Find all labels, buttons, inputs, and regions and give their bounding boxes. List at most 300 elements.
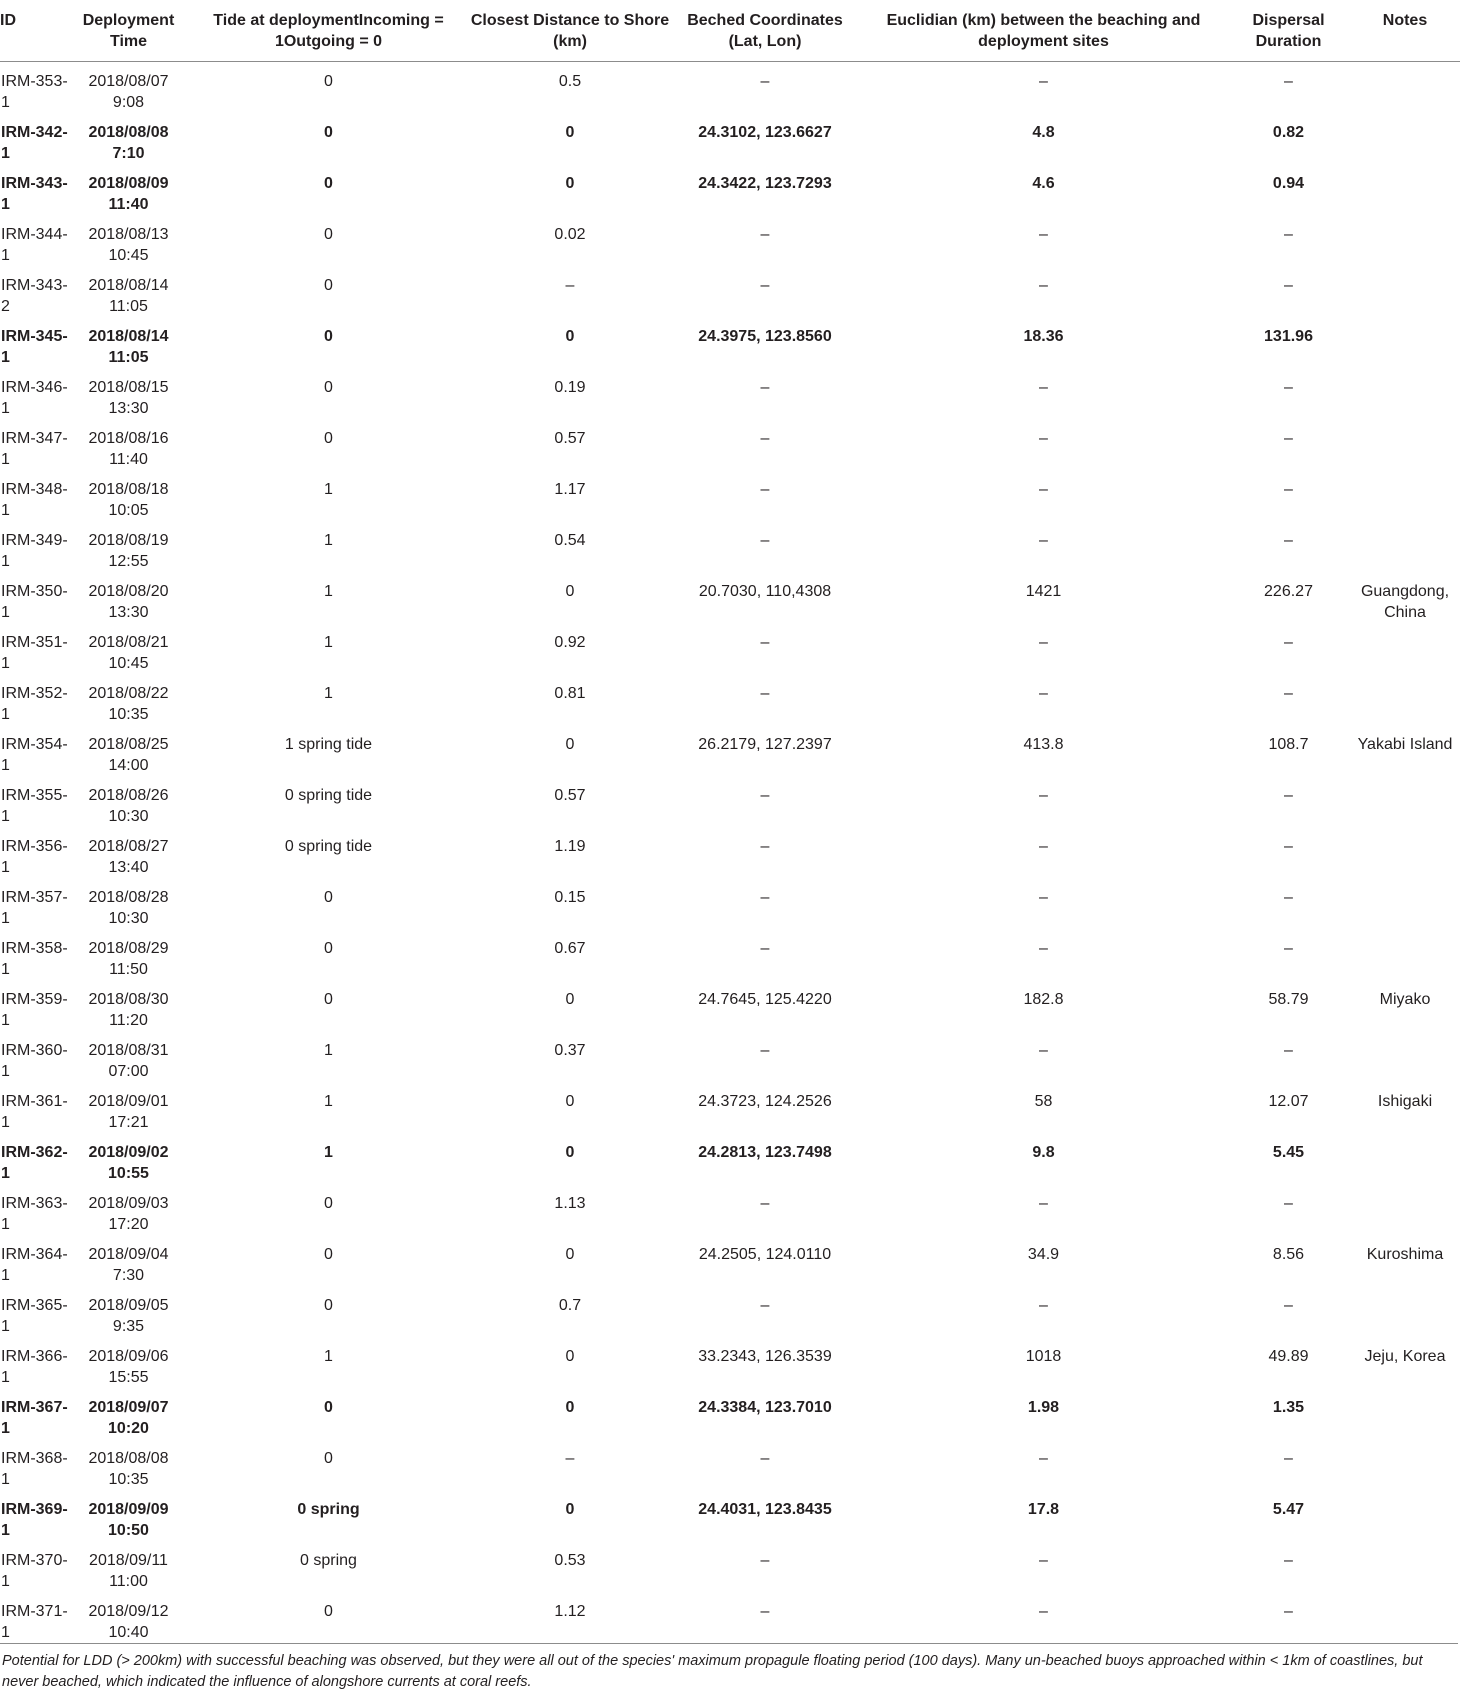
cell-beached-coordinates: –	[760, 1042, 770, 1059]
cell-beached-coordinates: –	[760, 481, 770, 498]
cell-id: IRM-347-1	[1, 430, 68, 468]
cell-euclidian-distance: 4.8	[1032, 124, 1055, 141]
cell-dispersal-duration: –	[1284, 1195, 1293, 1212]
cell-beached-coordinates: 24.3384, 123.7010	[698, 1399, 832, 1416]
cell-tide: 0	[324, 73, 333, 90]
cell-euclidian-distance: –	[1039, 379, 1048, 396]
cell-deployment-time	[70, 164, 187, 215]
cell-notes	[1350, 215, 1460, 266]
deployment-clock-time: 10:20	[108, 1420, 149, 1437]
deployment-date: 2018/08/14	[88, 328, 169, 345]
header-deployment-time: Deployment Time	[70, 0, 187, 62]
table-row	[0, 470, 1460, 521]
cell-id: IRM-343-2	[1, 277, 68, 315]
deployment-date: 2018/09/07	[88, 1399, 169, 1416]
deployment-clock-time: 17:21	[108, 1114, 149, 1131]
cell-euclidian-distance: 1.98	[1027, 1399, 1060, 1416]
deployment-clock-time: 10:35	[108, 706, 149, 723]
cell-closest-distance: 0	[565, 328, 575, 345]
header-closest-distance: Closest Distance to Shore (km)	[470, 0, 670, 62]
cell-dispersal-duration: –	[1284, 1297, 1293, 1314]
cell-id: IRM-353-1	[1, 73, 68, 111]
cell-euclidian-distance: 413.8	[1023, 736, 1064, 753]
cell-deployment-time	[70, 572, 187, 623]
cell-dispersal-duration: 1.35	[1272, 1399, 1305, 1416]
cell-beached-coordinates: 24.3723, 124.2526	[698, 1093, 832, 1110]
deployment-date: 2018/08/28	[88, 889, 169, 906]
cell-dispersal-duration: 5.45	[1272, 1144, 1305, 1161]
cell-tide: 0	[324, 1603, 333, 1620]
cell-tide: 0	[324, 430, 333, 447]
cell-euclidian-distance: –	[1039, 277, 1048, 294]
cell-dispersal-duration: 8.56	[1272, 1246, 1305, 1263]
cell-deployment-time	[70, 317, 187, 368]
cell-dispersal-duration: –	[1284, 1042, 1293, 1059]
cell-tide: 1	[324, 481, 333, 498]
deployment-date: 2018/08/13	[88, 226, 169, 243]
deployment-clock-time: 11:05	[108, 349, 149, 366]
table-header	[0, 0, 1460, 62]
deployment-date: 2018/08/30	[88, 991, 169, 1008]
cell-closest-distance: 1.13	[554, 1195, 586, 1212]
cell-dispersal-duration: –	[1284, 1552, 1293, 1569]
cell-beached-coordinates: 33.2343, 126.3539	[698, 1348, 832, 1365]
cell-deployment-time	[70, 674, 187, 725]
cell-beached-coordinates: –	[760, 634, 770, 651]
deployment-date: 2018/08/16	[88, 430, 169, 447]
table-row	[0, 266, 1460, 317]
cell-tide: 0	[324, 175, 333, 192]
header-notes: Notes	[1350, 0, 1460, 62]
deployment-date: 2018/08/15	[88, 379, 169, 396]
cell-notes	[1350, 317, 1460, 368]
cell-tide: 0	[324, 328, 333, 345]
cell-tide: 1	[324, 634, 333, 651]
cell-closest-distance: 0.15	[554, 889, 586, 906]
cell-closest-distance: 0	[565, 1399, 575, 1416]
table-row	[0, 674, 1460, 725]
cell-tide: 0 spring tide	[284, 787, 373, 804]
cell-id: IRM-359-1	[1, 991, 68, 1029]
cell-dispersal-duration: 0.94	[1272, 175, 1305, 192]
cell-notes: Guangdong, China	[1360, 583, 1450, 621]
cell-closest-distance: 0	[565, 1093, 575, 1110]
table-row	[0, 1592, 1460, 1643]
cell-id: IRM-346-1	[1, 379, 68, 417]
deployment-date: 2018/08/25	[88, 736, 169, 753]
cell-euclidian-distance: –	[1039, 73, 1048, 90]
deployment-clock-time: 9:35	[112, 1318, 145, 1335]
cell-euclidian-distance: –	[1039, 1042, 1048, 1059]
cell-tide: 0	[324, 379, 333, 396]
cell-dispersal-duration: –	[1284, 889, 1293, 906]
deployment-date: 2018/09/02	[88, 1144, 169, 1161]
cell-deployment-time	[70, 215, 187, 266]
cell-deployment-time	[70, 1388, 187, 1439]
cell-id: IRM-356-1	[1, 838, 68, 876]
cell-notes: Ishigaki	[1377, 1093, 1433, 1110]
table-row	[0, 725, 1460, 776]
cell-closest-distance: –	[565, 277, 575, 294]
cell-deployment-time	[70, 113, 187, 164]
cell-euclidian-distance: –	[1039, 430, 1048, 447]
cell-notes	[1350, 827, 1460, 878]
cell-beached-coordinates: 24.2813, 123.7498	[698, 1144, 832, 1161]
cell-id: IRM-351-1	[1, 634, 68, 672]
cell-notes	[1350, 368, 1460, 419]
table-row	[0, 113, 1460, 164]
cell-beached-coordinates: –	[760, 838, 770, 855]
cell-euclidian-distance: 1018	[1025, 1348, 1062, 1365]
cell-euclidian-distance: 182.8	[1023, 991, 1064, 1008]
cell-tide: 1	[324, 583, 333, 600]
cell-closest-distance: 0	[565, 1501, 575, 1518]
deployment-date: 2018/08/21	[88, 634, 169, 651]
deployment-date: 2018/08/08	[88, 1450, 169, 1467]
cell-euclidian-distance: –	[1039, 1603, 1048, 1620]
cell-closest-distance: 0	[565, 1348, 575, 1365]
deployment-clock-time: 10:40	[108, 1624, 149, 1641]
cell-tide: 1	[324, 1093, 333, 1110]
cell-deployment-time	[70, 929, 187, 980]
table-row	[0, 878, 1460, 929]
table-footnote: Potential for LDD (> 200km) with successful beaching was observed, but they were all out of the species' maximum propagule floating period (100 days). Many un-beached buoys approached within < 1km of coastlines, but never beached, which indicated the influence of alongshore currents at coral reefs.	[0, 1643, 1458, 1692]
cell-notes: Yakabi Island	[1357, 736, 1453, 753]
cell-beached-coordinates: –	[760, 73, 770, 90]
cell-beached-coordinates: –	[760, 379, 770, 396]
header-row	[0, 0, 1460, 62]
cell-euclidian-distance: –	[1039, 1297, 1048, 1314]
cell-euclidian-distance: 4.6	[1032, 175, 1055, 192]
header-dispersal-duration: Dispersal Duration	[1227, 0, 1350, 62]
cell-beached-coordinates: –	[760, 889, 770, 906]
cell-notes	[1350, 1541, 1460, 1592]
cell-euclidian-distance: –	[1039, 685, 1048, 702]
cell-notes	[1350, 878, 1460, 929]
cell-notes: Kuroshima	[1366, 1246, 1444, 1263]
cell-closest-distance: 0	[565, 991, 575, 1008]
cell-deployment-time	[70, 1235, 187, 1286]
deployment-clock-time: 10:35	[108, 1471, 149, 1488]
cell-euclidian-distance: –	[1039, 532, 1048, 549]
cell-tide: 1	[324, 1144, 333, 1161]
deployment-clock-time: 11:40	[109, 451, 148, 468]
table-row	[0, 929, 1460, 980]
deployment-clock-time: 11:05	[109, 298, 148, 315]
cell-tide: 0 spring	[297, 1501, 360, 1518]
cell-beached-coordinates: –	[760, 787, 770, 804]
cell-dispersal-duration: –	[1284, 277, 1293, 294]
cell-tide: 1	[324, 1042, 333, 1059]
cell-deployment-time	[70, 623, 187, 674]
table-body	[0, 62, 1460, 1644]
table-row	[0, 776, 1460, 827]
cell-beached-coordinates: –	[760, 940, 770, 957]
deployment-clock-time: 10:30	[108, 910, 149, 927]
cell-dispersal-duration: –	[1284, 73, 1293, 90]
cell-beached-coordinates: –	[760, 1603, 770, 1620]
cell-notes	[1350, 1592, 1460, 1643]
cell-tide: 0	[324, 1450, 333, 1467]
cell-euclidian-distance: 9.8	[1032, 1144, 1055, 1161]
deployment-date: 2018/08/09	[88, 175, 169, 192]
cell-tide: 0 spring	[300, 1552, 357, 1569]
deployment-clock-time: 13:30	[108, 400, 149, 417]
table-row	[0, 1439, 1460, 1490]
cell-closest-distance: 0	[565, 124, 575, 141]
cell-id: IRM-362-1	[1, 1144, 68, 1182]
table-row	[0, 215, 1460, 266]
table-row	[0, 419, 1460, 470]
deployment-clock-time: 17:20	[108, 1216, 149, 1233]
cell-deployment-time	[70, 1184, 187, 1235]
cell-id: IRM-358-1	[1, 940, 68, 978]
cell-notes	[1350, 1133, 1460, 1184]
cell-id: IRM-354-1	[1, 736, 68, 774]
table-row	[0, 1388, 1460, 1439]
cell-tide: 0	[324, 1297, 333, 1314]
header-euclidian-distance: Euclidian (km) between the beaching and deployment sites	[860, 0, 1227, 62]
cell-dispersal-duration: 131.96	[1264, 328, 1313, 345]
cell-tide: 1	[324, 685, 333, 702]
cell-euclidian-distance: –	[1039, 889, 1048, 906]
cell-id: IRM-365-1	[1, 1297, 68, 1335]
deployment-date: 2018/08/20	[88, 583, 169, 600]
deployment-date: 2018/08/29	[88, 940, 169, 957]
cell-euclidian-distance: –	[1039, 1195, 1048, 1212]
deployment-date: 2018/08/22	[88, 685, 169, 702]
cell-notes	[1350, 1184, 1460, 1235]
cell-closest-distance: 0	[565, 583, 575, 600]
deployment-clock-time: 7:10	[112, 145, 145, 162]
deployment-clock-time: 11:50	[109, 961, 148, 978]
cell-id: IRM-350-1	[1, 583, 68, 621]
cell-id: IRM-352-1	[1, 685, 68, 723]
cell-id: IRM-366-1	[1, 1348, 68, 1386]
cell-deployment-time	[70, 878, 187, 929]
deployment-date: 2018/08/26	[88, 787, 169, 804]
deployment-clock-time: 14:00	[108, 757, 149, 774]
deployment-clock-time: 12:55	[108, 553, 149, 570]
cell-tide: 0	[324, 1246, 333, 1263]
cell-beached-coordinates: 24.2505, 124.0110	[698, 1246, 832, 1263]
cell-deployment-time	[70, 1031, 187, 1082]
cell-beached-coordinates: –	[760, 1552, 770, 1569]
cell-euclidian-distance: –	[1039, 787, 1048, 804]
cell-dispersal-duration: 58.79	[1268, 991, 1309, 1008]
cell-euclidian-distance: –	[1039, 1552, 1048, 1569]
cell-dispersal-duration: 12.07	[1268, 1093, 1309, 1110]
deployment-clock-time: 15:55	[108, 1369, 149, 1386]
cell-notes	[1350, 1439, 1460, 1490]
deployment-date: 2018/09/01	[88, 1093, 169, 1110]
cell-notes	[1350, 1031, 1460, 1082]
cell-dispersal-duration: –	[1284, 940, 1293, 957]
cell-id: IRM-368-1	[1, 1450, 68, 1488]
cell-euclidian-distance: –	[1039, 838, 1048, 855]
deployment-date: 2018/09/09	[88, 1501, 169, 1518]
deployment-date: 2018/08/19	[88, 532, 169, 549]
cell-closest-distance: 0.92	[554, 634, 586, 651]
table-row	[0, 1133, 1460, 1184]
deployment-date: 2018/08/14	[88, 277, 169, 294]
cell-euclidian-distance: –	[1039, 940, 1048, 957]
cell-euclidian-distance: –	[1039, 481, 1048, 498]
cell-tide: 1	[324, 532, 333, 549]
cell-dispersal-duration: –	[1284, 685, 1293, 702]
cell-id: IRM-343-1	[1, 175, 68, 213]
cell-euclidian-distance: –	[1039, 226, 1048, 243]
deployment-clock-time: 10:05	[108, 502, 149, 519]
deployment-date: 2018/08/07	[88, 73, 169, 90]
deployment-clock-time: 13:30	[108, 604, 149, 621]
table-row	[0, 1286, 1460, 1337]
cell-id: IRM-349-1	[1, 532, 68, 570]
cell-euclidian-distance: 58	[1034, 1093, 1053, 1110]
table-row	[0, 1337, 1460, 1388]
cell-tide: 1	[324, 1348, 333, 1365]
cell-id: IRM-357-1	[1, 889, 68, 927]
cell-notes	[1350, 164, 1460, 215]
table-row	[0, 521, 1460, 572]
cell-tide: 0	[324, 1399, 333, 1416]
cell-id: IRM-360-1	[1, 1042, 68, 1080]
cell-id: IRM-367-1	[1, 1399, 68, 1437]
cell-dispersal-duration: 226.27	[1264, 583, 1313, 600]
cell-notes	[1350, 1388, 1460, 1439]
cell-tide: 0	[324, 1195, 333, 1212]
cell-deployment-time	[70, 725, 187, 776]
cell-dispersal-duration: –	[1284, 430, 1293, 447]
cell-deployment-time	[70, 1490, 187, 1541]
deployment-date: 2018/09/06	[88, 1348, 169, 1365]
cell-deployment-time	[70, 1082, 187, 1133]
cell-notes	[1350, 470, 1460, 521]
cell-dispersal-duration: 108.7	[1268, 736, 1309, 753]
cell-tide: 0	[324, 991, 333, 1008]
table-row	[0, 623, 1460, 674]
cell-closest-distance: 0.54	[554, 532, 586, 549]
cell-beached-coordinates: 24.7645, 125.4220	[698, 991, 832, 1008]
cell-deployment-time	[70, 1439, 187, 1490]
cell-dispersal-duration: –	[1284, 481, 1293, 498]
cell-deployment-time	[70, 368, 187, 419]
cell-notes	[1350, 1286, 1460, 1337]
cell-dispersal-duration: –	[1284, 532, 1293, 549]
cell-euclidian-distance: –	[1039, 1450, 1048, 1467]
cell-deployment-time	[70, 62, 187, 114]
cell-id: IRM-369-1	[1, 1501, 68, 1539]
cell-closest-distance: 0	[565, 1246, 575, 1263]
cell-notes	[1350, 929, 1460, 980]
cell-notes	[1350, 623, 1460, 674]
cell-closest-distance: 0.57	[554, 430, 586, 447]
cell-notes: Jeju, Korea	[1364, 1348, 1446, 1365]
cell-beached-coordinates: –	[760, 1195, 770, 1212]
cell-deployment-time	[70, 521, 187, 572]
cell-dispersal-duration: –	[1284, 226, 1293, 243]
cell-tide: 0	[324, 889, 333, 906]
cell-tide: 0	[324, 226, 333, 243]
cell-id: IRM-370-1	[1, 1552, 68, 1590]
header-tide: Tide at deploymentIncoming = 1Outgoing = 0	[187, 0, 470, 62]
table-row	[0, 572, 1460, 623]
deployment-clock-time: 07:00	[108, 1063, 149, 1080]
cell-euclidian-distance: –	[1039, 634, 1048, 651]
cell-closest-distance: 0.81	[554, 685, 586, 702]
cell-id: IRM-348-1	[1, 481, 68, 519]
cell-closest-distance: 0.53	[554, 1552, 586, 1569]
cell-dispersal-duration: –	[1284, 1603, 1293, 1620]
cell-notes	[1350, 113, 1460, 164]
cell-beached-coordinates: –	[760, 1297, 770, 1314]
cell-closest-distance: 0.67	[554, 940, 586, 957]
cell-dispersal-duration: –	[1284, 379, 1293, 396]
deployment-clock-time: 10:45	[108, 655, 149, 672]
cell-deployment-time	[70, 1286, 187, 1337]
cell-id: IRM-344-1	[1, 226, 68, 264]
table-row	[0, 368, 1460, 419]
cell-deployment-time	[70, 419, 187, 470]
deployment-date: 2018/09/03	[88, 1195, 169, 1212]
cell-dispersal-duration: 49.89	[1268, 1348, 1309, 1365]
cell-beached-coordinates: 24.3102, 123.6627	[698, 124, 832, 141]
deployment-date: 2018/08/31	[88, 1042, 169, 1059]
deployment-date: 2018/09/12	[88, 1603, 169, 1620]
table-row	[0, 1235, 1460, 1286]
table-row	[0, 1082, 1460, 1133]
cell-beached-coordinates: 24.3422, 123.7293	[698, 175, 832, 192]
cell-id: IRM-355-1	[1, 787, 68, 825]
cell-dispersal-duration: 0.82	[1272, 124, 1305, 141]
deployment-clock-time: 11:00	[109, 1573, 148, 1590]
table-row	[0, 164, 1460, 215]
deployment-clock-time: 10:45	[108, 247, 149, 264]
cell-notes: Miyako	[1379, 991, 1431, 1008]
cell-beached-coordinates: 26.2179, 127.2397	[698, 736, 832, 753]
cell-tide: 0	[324, 124, 333, 141]
cell-closest-distance: 1.12	[554, 1603, 586, 1620]
cell-beached-coordinates: –	[760, 685, 770, 702]
deployment-date: 2018/09/11	[89, 1552, 168, 1569]
cell-id: IRM-371-1	[1, 1603, 68, 1641]
cell-notes	[1350, 674, 1460, 725]
cell-id: IRM-342-1	[1, 124, 68, 162]
table-row	[0, 62, 1460, 114]
table-row	[0, 317, 1460, 368]
cell-deployment-time	[70, 1541, 187, 1592]
cell-beached-coordinates: 20.7030, 110,4308	[698, 583, 832, 600]
deployment-clock-time: 11:40	[108, 196, 149, 213]
cell-notes	[1350, 62, 1460, 114]
cell-id: IRM-364-1	[1, 1246, 68, 1284]
cell-beached-coordinates: 24.3975, 123.8560	[698, 328, 832, 345]
deployment-date: 2018/08/27	[88, 838, 169, 855]
cell-euclidian-distance: 18.36	[1023, 328, 1064, 345]
cell-deployment-time	[70, 470, 187, 521]
header-beached-coordinates: Beched Coordinates (Lat, Lon)	[670, 0, 860, 62]
cell-tide: 0	[324, 940, 333, 957]
table-row	[0, 1490, 1460, 1541]
cell-beached-coordinates: –	[760, 226, 770, 243]
cell-closest-distance: 1.17	[554, 481, 586, 498]
cell-deployment-time	[70, 266, 187, 317]
cell-notes	[1350, 776, 1460, 827]
cell-notes	[1350, 419, 1460, 470]
deployment-date: 2018/09/04	[88, 1246, 169, 1263]
cell-beached-coordinates: –	[760, 532, 770, 549]
table-row	[0, 1541, 1460, 1592]
